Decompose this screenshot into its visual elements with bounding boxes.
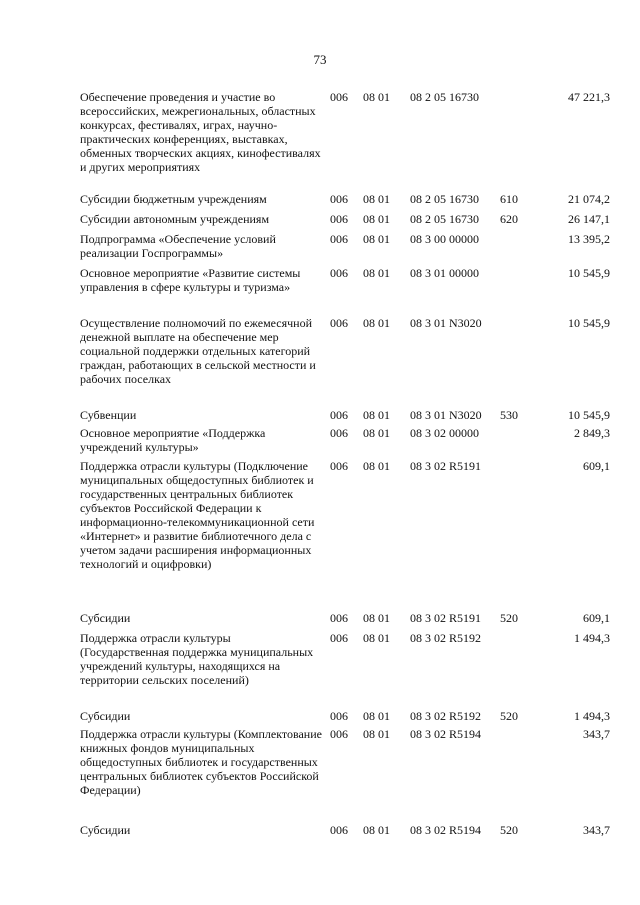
department-code: 006 [330,631,348,645]
target-article-code: 08 3 00 00000 [410,232,479,246]
table-row [80,459,610,611]
amount: 10 545,9 [568,316,610,330]
section-code: 08 01 [363,232,390,246]
target-article-code: 08 3 02 R5192 [410,709,482,723]
section-code: 08 01 [363,408,390,422]
row-name: Поддержка отрасли культуры (Государственная поддержка муниципальных учреждений культуры, находящихся на территории сельских поселений) [80,631,314,687]
department-code: 006 [330,90,348,104]
department-code: 006 [330,266,348,280]
amount: 2 849,3 [574,426,610,440]
expense-type-code: 520 [500,709,518,723]
department-code: 006 [330,408,348,422]
target-article-code: 08 3 01 N3020 [410,408,482,422]
section-code: 08 01 [363,316,390,330]
table-row [80,823,610,841]
row-name: Субсидии автономным учреждениям [80,212,270,226]
department-code: 006 [330,459,348,473]
target-article-code: 08 3 02 R5192 [410,631,482,645]
amount: 609,1 [583,459,610,473]
section-code: 08 01 [363,709,390,723]
page-number: 73 [313,52,327,67]
amount: 1 494,3 [574,709,610,723]
table-row [80,631,610,709]
row-name: Поддержка отрасли культуры (Комплектование книжных фондов муниципальных общедоступных библиотек и государственных центральных библиотек субъектов Российской Федерации) [80,727,322,797]
target-article-code: 08 3 01 00000 [410,266,479,280]
row-name: Основное мероприятие «Развитие системы управления в сфере культуры и туризма» [80,266,301,294]
department-code: 006 [330,192,348,206]
amount: 10 545,9 [568,408,610,422]
department-code: 006 [330,316,348,330]
department-code: 006 [330,232,348,246]
table-row [80,426,610,459]
section-code: 08 01 [363,266,390,280]
table-row [80,709,610,727]
expense-type-code: 520 [500,611,518,625]
amount: 47 221,3 [568,90,610,104]
amount: 26 147,1 [568,212,610,226]
table-row [80,266,610,316]
section-code: 08 01 [363,611,390,625]
amount: 609,1 [583,611,610,625]
expense-type-code: 610 [500,192,518,206]
department-code: 006 [330,426,348,440]
amount: 1 494,3 [574,631,610,645]
section-code: 08 01 [363,631,390,645]
department-code: 006 [330,611,348,625]
amount: 21 074,2 [568,192,610,206]
department-code: 006 [330,212,348,226]
amount: 10 545,9 [568,266,610,280]
row-name: Подпрограмма «Обеспечение условий реализации Госпрограммы» [80,232,276,260]
target-article-code: 08 3 02 00000 [410,426,479,440]
amount: 343,7 [583,727,610,741]
table-row [80,232,610,266]
section-code: 08 01 [363,727,390,741]
table-row [80,212,610,232]
section-code: 08 01 [363,459,390,473]
table-row [80,408,610,426]
row-name: Субсидии [80,709,131,723]
section-code: 08 01 [363,90,390,104]
target-article-code: 08 2 05 16730 [410,212,479,226]
expense-type-code: 520 [500,823,518,837]
row-name: Субсидии бюджетным учреждениям [80,192,267,206]
row-name: Основное мероприятие «Поддержка учреждений культуры» [80,426,266,454]
section-code: 08 01 [363,823,390,837]
section-code: 08 01 [363,192,390,206]
department-code: 006 [330,823,348,837]
table-row [80,192,610,212]
expense-type-code: 530 [500,408,518,422]
department-code: 006 [330,709,348,723]
target-article-code: 08 2 05 16730 [410,90,479,104]
target-article-code: 08 2 05 16730 [410,192,479,206]
target-article-code: 08 3 02 R5194 [410,727,482,741]
amount: 343,7 [583,823,610,837]
table-row [80,727,610,823]
row-name: Субсидии [80,823,131,837]
table-row [80,316,610,408]
row-name: Субсидии [80,611,131,625]
section-code: 08 01 [363,212,390,226]
target-article-code: 08 3 02 R5194 [410,823,482,837]
section-code: 08 01 [363,426,390,440]
amount: 13 395,2 [568,232,610,246]
row-name: Субвенции [80,408,137,422]
table-row [80,611,610,631]
budget-table [80,90,610,841]
row-name: Поддержка отрасли культуры (Подключение муниципальных общедоступных библиотек и государственных центральных библиотек субъектов Российской Федерации к информационно-телекоммуникационной сети «Интернет» и развитие библиотечного дела с учетом задачи расширения информационных технологий и оцифровки) [80,459,315,571]
row-name: Осуществление полномочий по ежемесячной денежной выплате на обеспечение мер социальной поддержки отдельных категорий граждан, работающих в сельской местности и рабочих поселках [80,316,316,386]
target-article-code: 08 3 02 R5191 [410,611,482,625]
expense-type-code: 620 [500,212,518,226]
row-name: Обеспечение проведения и участие во всероссийских, межрегиональных, областных конкурсах, фестивалях, играх, научно-практических конференциях, выставках, обменных творческих акциях, кинофестивалях и других мероприятиях [80,90,321,174]
table-row [80,90,610,192]
department-code: 006 [330,727,348,741]
target-article-code: 08 3 02 R5191 [410,459,482,473]
target-article-code: 08 3 01 N3020 [410,316,482,330]
